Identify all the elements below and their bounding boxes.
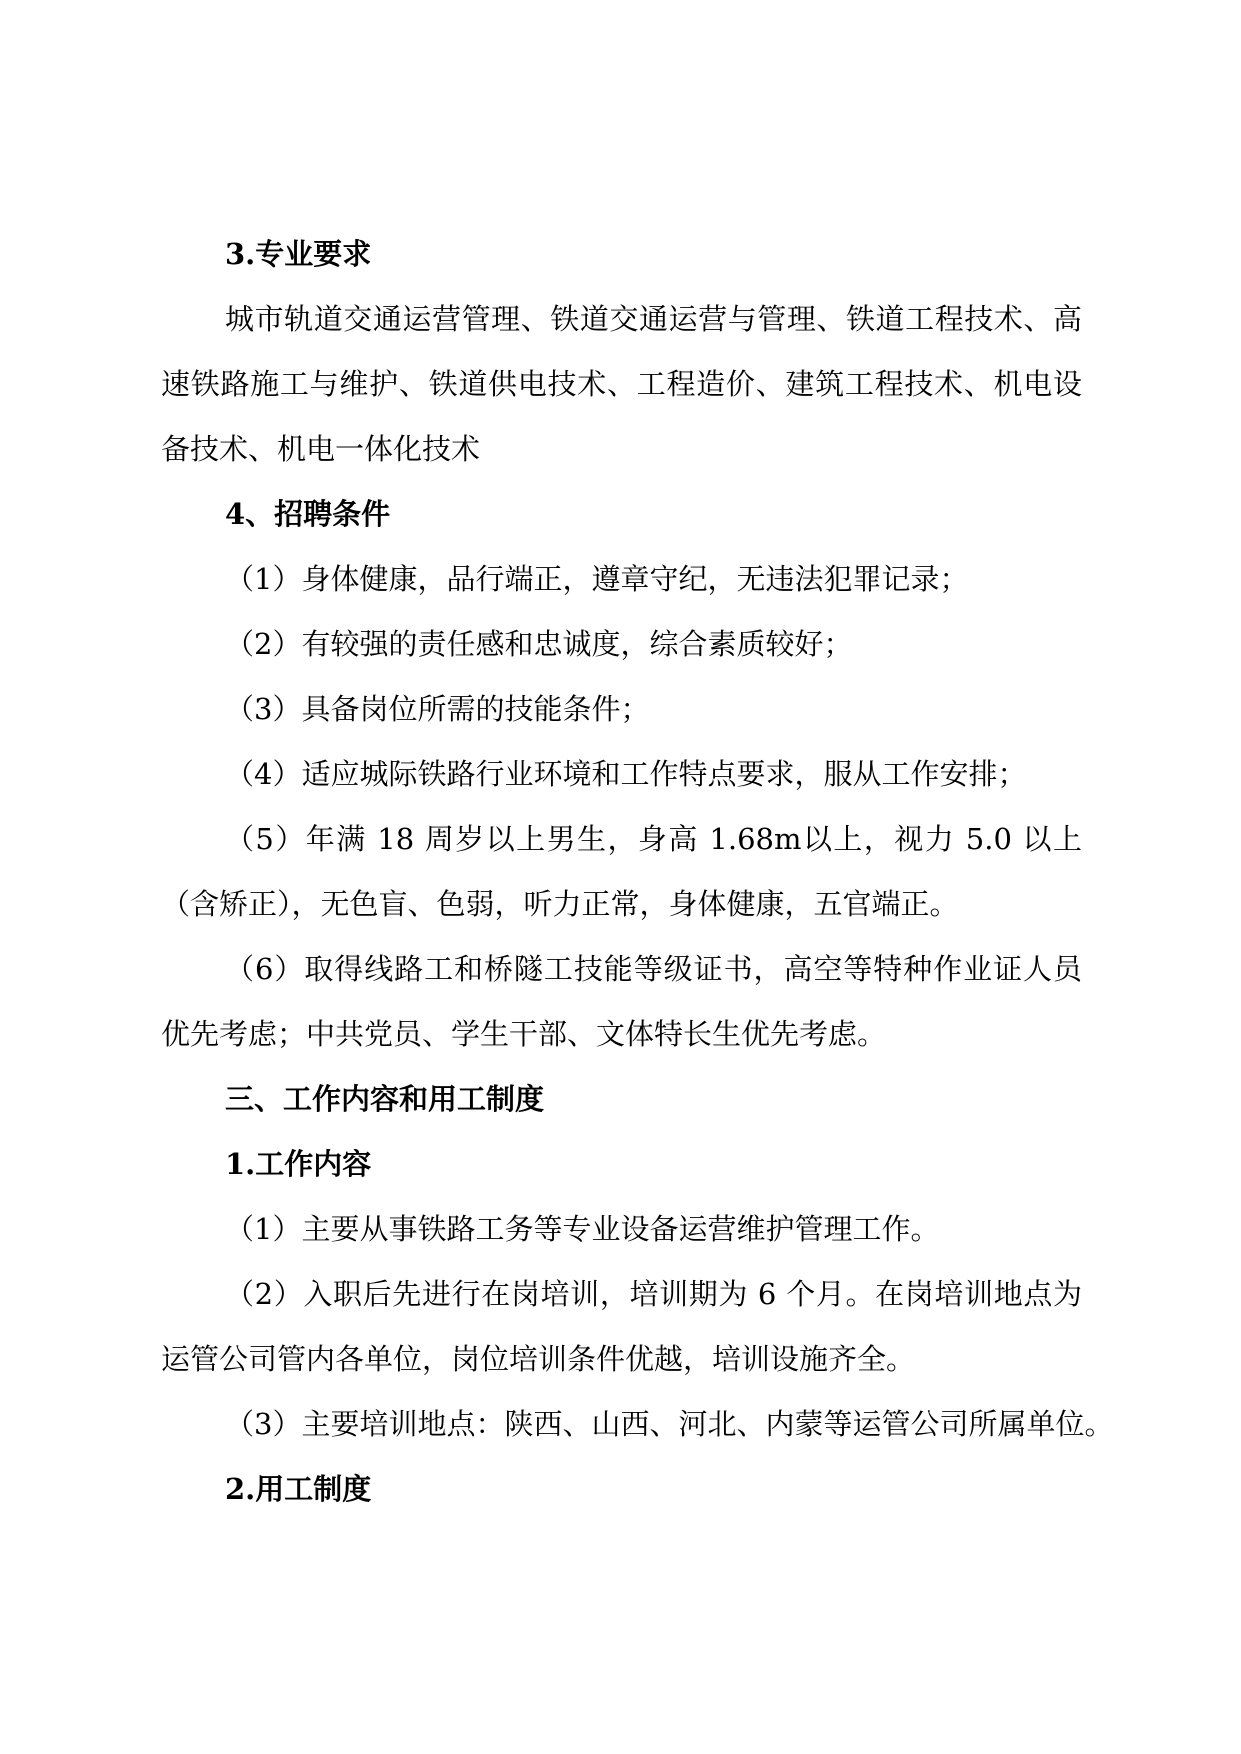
- condition-item-3: （3）具备岗位所需的技能条件；: [225, 692, 650, 726]
- condition-item-1: （1）身体健康，品行端正，遵章守纪，无违法犯罪记录；: [225, 562, 969, 596]
- condition-item-5: （5）年满 18 周岁以上男生，身高 1.68m以上，视力 5.0 以上（含矫正），无色盲、色弱，听力正常，身体健康，五官端正。: [161, 822, 1082, 921]
- section-heading-recruitment-conditions: 4、招聘条件: [225, 497, 391, 531]
- section-heading-major-requirements: 3.专业要求: [225, 237, 372, 271]
- work-item-2: （2）入职后先进行在岗培训，培训期为 6 个月。在岗培训地点为运管公司管内各单位，岗位培训条件优越，培训设施齐全。: [161, 1277, 1082, 1376]
- section-heading-employment-system: 2.用工制度: [225, 1472, 372, 1506]
- section-heading-work-content: 1.工作内容: [225, 1147, 372, 1181]
- work-item-3: （3）主要培训地点：陕西、山西、河北、内蒙等运管公司所属单位。: [225, 1407, 1114, 1441]
- section-heading-work-content-and-employment: 三、工作内容和用工制度: [225, 1082, 545, 1116]
- condition-item-2: （2）有较强的责任感和忠诚度，综合素质较好；: [225, 627, 853, 661]
- condition-item-6: （6）取得线路工和桥隧工技能等级证书，高空等特种作业证人员优先考虑；中共党员、学生干部、文体特长生优先考虑。: [161, 952, 1082, 1051]
- document-body: [161, 222, 1114, 1522]
- condition-item-4: （4）适应城际铁路行业环境和工作特点要求，服从工作安排；: [225, 757, 1027, 791]
- work-item-1: （1）主要从事铁路工务等专业设备运营维护管理工作。: [225, 1212, 940, 1246]
- paragraph-majors-list: 城市轨道交通运营管理、铁道交通运营与管理、铁道工程技术、高速铁路施工与维护、铁道供电技术、工程造价、建筑工程技术、机电设备技术、机电一体化技术: [161, 302, 1082, 466]
